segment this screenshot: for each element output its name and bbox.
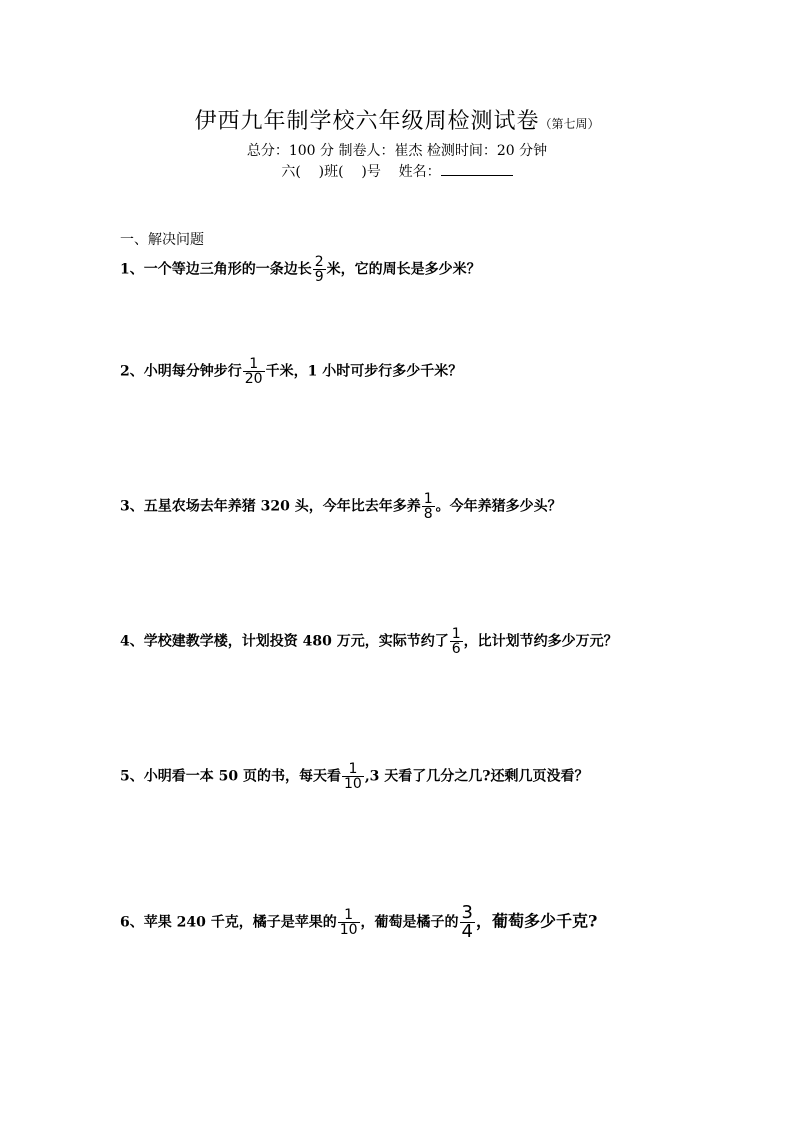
fraction — [313, 255, 326, 284]
denominator: 10 — [339, 922, 358, 938]
question-text: ,3 天看了几分之几?还剩几页没看？ — [364, 768, 589, 785]
exam-meta-line: 总分：100 分 制卷人：崔杰 检测时间：20 分钟 — [246, 143, 548, 159]
student-info-line — [0, 161, 794, 181]
class-number-name-label: 六( )班( )号 姓名： — [281, 164, 441, 180]
numerator: 1 — [249, 356, 259, 372]
question-text: 6、苹果 240 千克，橘子是苹果的 — [120, 914, 337, 931]
fraction — [422, 492, 435, 521]
question-4 — [120, 627, 618, 656]
title-text: 伊西九年制学校六年级周检测试卷 — [194, 109, 540, 134]
fraction — [338, 908, 360, 937]
fraction — [342, 762, 364, 791]
question-text: 米，它的周长是多少米？ — [326, 261, 481, 278]
question-text: 5、小明看一本 50 页的书，每天看 — [120, 768, 341, 785]
question-3 — [120, 492, 562, 521]
denominator: 4 — [461, 921, 473, 942]
numerator: 1 — [348, 761, 358, 777]
denominator: 8 — [423, 506, 433, 522]
name-blank[interactable] — [441, 161, 513, 176]
question-text: 3、五星农场去年养猪 320 头，今年比去年多养 — [120, 498, 421, 515]
numerator: 1 — [451, 626, 461, 642]
numerator: 1 — [423, 491, 433, 507]
denominator: 10 — [343, 776, 362, 792]
question-2 — [120, 357, 462, 386]
numerator: 1 — [344, 907, 354, 923]
numerator: 3 — [461, 902, 473, 923]
fraction — [450, 627, 463, 656]
fraction — [460, 904, 475, 941]
denominator: 6 — [451, 641, 461, 657]
question-text: ，葡萄多少千克? — [476, 911, 598, 931]
numerator: 2 — [314, 254, 324, 270]
question-text: 2、小明每分钟步行 — [120, 363, 242, 380]
question-text: 1、一个等边三角形的一条边长 — [120, 261, 312, 278]
title-note: （第七周） — [539, 117, 600, 131]
question-text: 。今年养猪多少头？ — [435, 498, 562, 515]
section-heading: 一、解决问题 — [120, 232, 204, 248]
question-5 — [120, 762, 589, 791]
question-text: ，比计划节约多少万元？ — [463, 633, 618, 650]
question-text: 千米，1 小时可步行多少千米？ — [265, 363, 463, 380]
page-title — [0, 104, 794, 135]
question-6 — [120, 904, 597, 941]
question-1 — [120, 255, 481, 284]
question-text: ，葡萄是橘子的 — [360, 914, 459, 931]
question-text: 4、学校建教学楼，计划投资 480 万元，实际节约了 — [120, 633, 449, 650]
fraction — [243, 357, 265, 386]
denominator: 9 — [314, 269, 324, 285]
denominator: 20 — [244, 371, 263, 387]
